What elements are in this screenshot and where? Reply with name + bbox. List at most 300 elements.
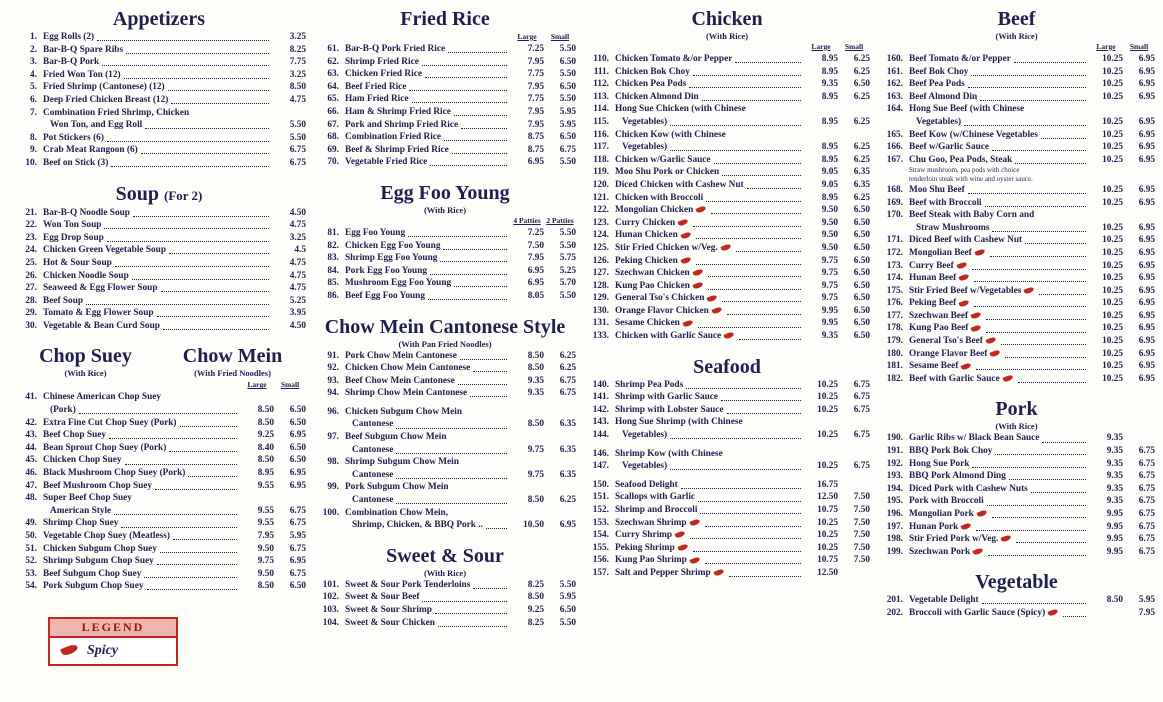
- item-number: 131.: [592, 318, 609, 329]
- item-name: Chinese American Chop Suey: [43, 392, 162, 403]
- menu-item: [12, 94, 306, 107]
- price-small: 6.95: [1138, 336, 1155, 347]
- menu-item: [12, 543, 306, 556]
- dot-leader: [188, 476, 237, 477]
- price-small: 6.95: [1138, 129, 1155, 140]
- menu-item: [12, 417, 306, 430]
- price-large: 8.95: [257, 468, 274, 479]
- price-large: 8.50: [527, 592, 544, 603]
- menu-item: [878, 348, 1155, 361]
- item-number: 49.: [25, 518, 37, 529]
- item-number: 86.: [327, 290, 339, 301]
- section-subtitle: (With Rice): [64, 368, 107, 379]
- menu-item: [314, 431, 576, 444]
- price-small: 6.75: [1138, 483, 1155, 494]
- item-note: tenderloin steak with wine and oyster sauce.: [909, 175, 1033, 184]
- item-name: Kung Pao Shrimp: [615, 555, 687, 566]
- menu-item: [12, 580, 306, 593]
- dot-leader: [1031, 492, 1086, 493]
- menu-item: [314, 81, 576, 94]
- price-small: 6.75: [1138, 534, 1155, 545]
- price-large: 10.75: [817, 555, 838, 566]
- price-large: 9.35: [1106, 446, 1123, 457]
- section-subtitle: (With Rice): [995, 421, 1038, 432]
- price-large: 8.50: [257, 581, 274, 592]
- dot-leader: [976, 369, 1086, 370]
- menu-item: [878, 103, 1155, 116]
- price-small: 6.25: [559, 363, 576, 374]
- spicy-pepper-icon: [976, 510, 987, 518]
- item-name: Bar-B-Q Noodle Soup: [43, 207, 130, 218]
- item-name: Garlic Ribs w/ Black Bean Sauce: [909, 433, 1040, 444]
- item-name: Beef Chow Mein Cantonese: [345, 375, 455, 386]
- section-fried-rice: [314, 8, 576, 169]
- price-large: 9.05: [821, 167, 838, 178]
- item-name: Seafood Delight: [615, 479, 678, 490]
- price-small: 5.25: [559, 265, 576, 276]
- price-column-header: 4 Patties: [513, 215, 541, 225]
- price-large: 10.25: [1102, 247, 1123, 258]
- item-name: Stir Fried Pork w/Veg.: [909, 534, 999, 545]
- price-large: 9.75: [527, 444, 544, 455]
- item-name: Sweet & Sour Pork Tenderloins: [345, 579, 471, 590]
- price-column-headers: [12, 380, 306, 389]
- item-name: Chicken with Broccoli: [615, 192, 704, 203]
- menu-item: [878, 470, 1155, 483]
- item-number: 2.: [30, 44, 37, 55]
- price-large: 7.25: [527, 44, 544, 54]
- price-large: 9.35: [1106, 496, 1123, 507]
- item-name: Beef with Broccoli: [909, 197, 982, 208]
- section-title: [584, 8, 870, 31]
- section-sweet-and-sour: [314, 545, 576, 629]
- price-large: 4.75: [289, 270, 306, 281]
- price-large: 9.25: [257, 430, 274, 441]
- spicy-pepper-icon: [707, 294, 718, 302]
- price-small: [838, 479, 870, 492]
- price-large: [1089, 607, 1123, 620]
- spicy-pepper-icon: [680, 256, 691, 264]
- legend-row: [50, 638, 176, 664]
- spicy-pepper-icon: [971, 324, 982, 332]
- menu-item: [584, 460, 870, 473]
- price-small: 6.50: [853, 79, 870, 90]
- menu-item: [878, 141, 1155, 154]
- item-number: 127.: [592, 268, 609, 279]
- item-name: Vegetable & Bean Curd Soup: [43, 320, 160, 331]
- price-small: 6.95: [1138, 184, 1155, 195]
- section-subtitle: (With Rice): [423, 567, 467, 578]
- item-number: 195.: [886, 496, 903, 507]
- price-large: 10.25: [1102, 336, 1123, 347]
- price-small: 5.50: [559, 227, 576, 238]
- menu-item: [12, 81, 306, 94]
- menu-item: [584, 154, 870, 167]
- menu-item: [12, 270, 306, 283]
- section-pork: [878, 398, 1155, 558]
- dot-leader: [422, 601, 507, 602]
- menu-item: [878, 360, 1155, 373]
- dot-leader: [972, 269, 1086, 270]
- dot-leader: [422, 65, 507, 66]
- dot-leader: [169, 451, 237, 452]
- menu-item: [878, 432, 1155, 445]
- section-chop-suey-chow-mein: [12, 345, 306, 593]
- dot-leader: [454, 286, 507, 287]
- item-number: 53.: [25, 568, 37, 579]
- item-name: Beef Tomato &/or Pepper: [909, 54, 1011, 64]
- price-small: 6.35: [559, 444, 576, 455]
- dot-leader: [133, 216, 269, 217]
- price-large: 9.75: [257, 556, 274, 567]
- price-column-header: Large: [247, 380, 267, 390]
- price-small: 6.25: [559, 495, 576, 506]
- spicy-pepper-icon: [675, 531, 686, 539]
- price-small: 5.50: [559, 157, 576, 168]
- dot-leader: [990, 256, 1086, 257]
- dot-leader: [964, 125, 1086, 126]
- dot-leader: [109, 438, 237, 439]
- price-column-headers: [584, 42, 870, 51]
- item-name: Mongolian Beef: [909, 247, 972, 258]
- item-name: Pork with Broccoli: [909, 496, 984, 507]
- item-number: 94.: [327, 388, 339, 399]
- menu-item: [878, 373, 1155, 386]
- menu-item-continuation: [314, 494, 576, 507]
- item-number: 167.: [886, 154, 903, 165]
- price-large: 6.95: [527, 157, 544, 168]
- menu-item: [584, 479, 870, 492]
- item-number: 81.: [327, 227, 339, 238]
- item-name: Vegetables): [622, 116, 668, 127]
- price-small: 6.75: [853, 430, 870, 441]
- item-number: 192.: [886, 458, 903, 469]
- menu-item: [12, 232, 306, 245]
- item-number: 161.: [886, 66, 903, 77]
- price-small: 6.95: [289, 468, 306, 479]
- price-large: 7.50: [527, 240, 544, 251]
- price-large: 9.35: [1106, 483, 1123, 494]
- item-name: Won Ton Soup: [43, 220, 102, 231]
- price-large: 10.25: [1102, 129, 1123, 140]
- price-small: 5.50: [559, 617, 576, 628]
- menu-item: [12, 282, 306, 295]
- item-name: Stir Fried Chicken w/Veg.: [615, 242, 718, 253]
- menu-item: [878, 234, 1155, 247]
- price-large: 9.50: [821, 242, 838, 253]
- item-name: Shrimp with Lobster Sauce: [615, 404, 724, 415]
- item-number: 67.: [327, 119, 339, 130]
- menu-item: [12, 56, 306, 69]
- item-number: 65.: [327, 94, 339, 105]
- price-large: 10.25: [817, 430, 838, 441]
- dot-leader: [173, 539, 237, 540]
- price-small: 6.25: [853, 142, 870, 153]
- price-small: 6.75: [1138, 496, 1155, 507]
- price-small: 7.50: [853, 542, 870, 553]
- price-small: 6.75: [1138, 509, 1155, 519]
- item-name-continuation: Won Ton, and Egg Roll: [50, 120, 143, 131]
- price-small: 6.95: [559, 520, 576, 531]
- dot-leader: [708, 276, 801, 277]
- dot-leader: [461, 128, 507, 129]
- dot-leader: [693, 551, 801, 552]
- item-number: 121.: [592, 192, 609, 203]
- menu-item: [12, 307, 306, 320]
- item-number: 52.: [25, 556, 37, 567]
- item-name: Szechwan Shrimp: [615, 517, 687, 528]
- price-small: 5.50: [559, 44, 576, 54]
- price-small: 6.50: [559, 605, 576, 615]
- item-number: 6.: [30, 94, 37, 105]
- dot-leader: [102, 65, 269, 66]
- item-name: Extra Fine Cut Chop Suey (Pork): [43, 417, 177, 428]
- item-number: 99.: [327, 482, 339, 493]
- dot-leader: [971, 75, 1086, 76]
- item-name-continuation: Shrimp, Chicken, & BBQ Pork ..: [352, 520, 483, 531]
- price-small: 5.95: [559, 592, 576, 603]
- section-title-text: Soup: [115, 182, 159, 205]
- item-number: 103.: [322, 605, 339, 615]
- item-name: General Tso's Chicken: [615, 293, 705, 304]
- price-small: 6.75: [1138, 521, 1155, 532]
- price-large: 10.25: [1102, 348, 1123, 359]
- price-large: 8.95: [821, 66, 838, 77]
- price-large: 5.50: [289, 120, 306, 131]
- price-small: 6.25: [853, 154, 870, 165]
- price-small: 6.50: [853, 305, 870, 316]
- price-large: 6.95: [527, 278, 544, 289]
- dot-leader: [448, 52, 507, 53]
- dot-leader: [454, 115, 507, 116]
- dot-leader: [155, 489, 237, 490]
- dot-leader: [412, 102, 507, 103]
- item-name-continuation: Vegetables): [916, 116, 962, 127]
- spicy-pepper-icon: [971, 311, 982, 319]
- section-title-text: Egg Foo Young: [380, 181, 510, 204]
- price-small: 7.50: [853, 517, 870, 528]
- item-name: Kung Pao Beef: [909, 323, 969, 334]
- dot-leader: [444, 140, 507, 141]
- dot-leader: [440, 261, 507, 262]
- item-number: 193.: [886, 471, 903, 482]
- dot-leader: [124, 78, 269, 79]
- item-name: Vegetables): [622, 430, 668, 441]
- dot-leader: [126, 53, 269, 54]
- dot-leader: [171, 103, 269, 104]
- dot-leader: [735, 62, 801, 63]
- price-small: 6.95: [1138, 273, 1155, 284]
- dot-leader: [443, 249, 507, 250]
- menu-item: [12, 157, 306, 170]
- menu-item: [584, 255, 870, 268]
- menu-item: [584, 429, 870, 442]
- price-large: 8.95: [821, 116, 838, 127]
- price-large: 3.95: [289, 308, 306, 319]
- price-large: 8.40: [257, 442, 274, 453]
- menu-item: [584, 53, 870, 66]
- price-small: 6.95: [1138, 285, 1155, 296]
- price-small: 6.95: [289, 430, 306, 441]
- menu-item: [314, 617, 576, 630]
- item-number: 10.: [25, 157, 37, 168]
- price-column-header: Small: [280, 380, 300, 390]
- item-number: 69.: [327, 144, 339, 155]
- price-small: 6.50: [289, 417, 306, 428]
- item-number: 142.: [592, 404, 609, 415]
- item-number: 30.: [25, 320, 37, 331]
- item-number: 112.: [593, 79, 609, 90]
- price-small: 6.50: [853, 268, 870, 279]
- menu-item: [584, 379, 870, 392]
- item-name: Pork Subgum Chop Suey: [43, 581, 144, 592]
- menu-item: [314, 406, 576, 419]
- menu-item: [12, 442, 306, 455]
- price-large: 4.75: [289, 94, 306, 105]
- item-name: Shrimp Fried Rice: [345, 56, 419, 67]
- item-number: 199.: [886, 546, 903, 557]
- item-name: Hong Sue Chicken (with Chinese: [615, 104, 746, 115]
- price-small: 6.50: [853, 331, 870, 342]
- spicy-pepper-icon: [1002, 374, 1013, 382]
- item-number: 178.: [886, 323, 903, 334]
- dot-leader: [163, 329, 269, 330]
- item-name: Curry Chicken: [615, 217, 676, 228]
- menu-item: [584, 229, 870, 242]
- spicy-pepper-icon: [974, 249, 985, 257]
- spicy-pepper-icon: [959, 274, 970, 282]
- price-small: 6.50: [853, 255, 870, 266]
- price-small: 6.25: [559, 350, 576, 361]
- legend-title: LEGEND: [50, 619, 176, 638]
- dot-leader: [986, 332, 1086, 333]
- dot-leader: [722, 175, 801, 176]
- price-large: 8.75: [527, 132, 544, 143]
- dot-leader: [982, 603, 1086, 604]
- dot-leader: [428, 299, 507, 300]
- price-large: 8.50: [257, 417, 274, 428]
- item-number: 98.: [327, 457, 339, 468]
- item-name: Bar-B-Q Spare Ribs: [43, 44, 124, 55]
- menu-item: [314, 106, 576, 119]
- price-large: 7.95: [527, 253, 544, 264]
- item-name: Egg Foo Young: [345, 227, 406, 238]
- dot-leader: [169, 253, 269, 254]
- item-number: 8.: [30, 132, 37, 143]
- item-name: Ham & Shrimp Fried Rice: [345, 106, 451, 117]
- spicy-pepper-icon: [692, 269, 703, 277]
- item-name: Vegetables): [622, 142, 668, 153]
- item-name: Szechwan Chicken: [615, 268, 690, 279]
- dot-leader: [987, 505, 1086, 506]
- item-name: Chicken Noodle Soup: [43, 270, 129, 281]
- price-large: 7.75: [527, 69, 544, 80]
- price-large: 9.55: [257, 518, 274, 529]
- price-small: 5.95: [1138, 595, 1155, 606]
- menu-item: [878, 445, 1155, 458]
- price-large: 8.95: [821, 91, 838, 102]
- section-title-text: Beef: [997, 8, 1036, 30]
- price-column-header: Small: [550, 32, 570, 41]
- item-name: Beef & Shrimp Fried Rice: [345, 144, 449, 155]
- item-name: Egg Drop Soup: [43, 232, 104, 243]
- item-number: 96.: [327, 406, 339, 417]
- item-name: Ham Fried Rice: [345, 94, 409, 105]
- menu-item: [878, 272, 1155, 285]
- dot-leader: [396, 478, 507, 479]
- dot-leader: [986, 319, 1086, 320]
- item-number: 117.: [593, 142, 609, 153]
- menu-item: [314, 604, 576, 617]
- dot-leader: [976, 530, 1086, 531]
- spicy-pepper-icon: [985, 337, 996, 345]
- menu-item: [12, 320, 306, 333]
- item-name: Vegetable Delight: [909, 595, 979, 606]
- section-title: [878, 571, 1155, 594]
- dot-leader: [681, 488, 801, 489]
- item-name: Diced Beef with Cashew Nut: [909, 235, 1023, 246]
- price-large: 8.25: [289, 44, 306, 55]
- item-name: Kung Pao Chicken: [615, 280, 690, 291]
- menu-item: [314, 93, 576, 106]
- spicy-pepper-icon: [677, 543, 688, 551]
- spicy-pepper-icon: [961, 362, 972, 370]
- item-number: 173.: [886, 260, 903, 271]
- price-small: 6.75: [853, 392, 870, 403]
- price-small: 6.95: [1138, 298, 1155, 309]
- item-number-blank: [12, 505, 37, 518]
- item-name: Vegetables): [622, 461, 668, 472]
- price-small: 6.25: [853, 66, 870, 77]
- section-soup: [12, 183, 306, 333]
- item-number: 171.: [886, 235, 903, 246]
- price-small: 6.50: [853, 205, 870, 216]
- dot-leader: [721, 400, 801, 401]
- dot-leader: [161, 291, 270, 292]
- price-large: 8.50: [527, 350, 544, 361]
- item-name: Chicken Subgum Chow Mein: [345, 406, 463, 417]
- menu-item: [584, 517, 870, 530]
- item-number: 170.: [886, 210, 903, 221]
- price-column-header: Large: [517, 32, 537, 41]
- menu-item: [584, 529, 870, 542]
- spicy-pepper-icon: [720, 244, 731, 252]
- price-large: 4.50: [289, 207, 306, 218]
- dot-leader: [114, 514, 237, 515]
- item-name: Beef w/Garlic Sauce: [909, 142, 990, 153]
- item-number: 141.: [592, 392, 609, 403]
- price-large: 8.50: [527, 495, 544, 506]
- item-name: Szechwan Pork: [909, 546, 971, 557]
- price-large: 8.95: [821, 154, 838, 165]
- price-large: 10.25: [1102, 66, 1123, 77]
- menu-item: [584, 491, 870, 504]
- item-name: Chicken w/Garlic Sauce: [615, 154, 711, 165]
- item-number: 150.: [592, 479, 609, 490]
- price-small: 6.95: [289, 556, 306, 567]
- menu-item: [878, 247, 1155, 260]
- item-number: 23.: [25, 232, 37, 243]
- dot-leader: [974, 281, 1086, 282]
- menu-item: [314, 387, 576, 400]
- section-title-suffix: (For 2): [163, 187, 203, 203]
- item-number: 177.: [886, 310, 903, 321]
- price-large: 10.25: [1102, 235, 1123, 246]
- item-name: Mongolian Chicken: [615, 205, 694, 216]
- item-number-blank: [314, 444, 339, 457]
- item-number: 152.: [592, 505, 609, 515]
- dot-leader: [460, 359, 507, 360]
